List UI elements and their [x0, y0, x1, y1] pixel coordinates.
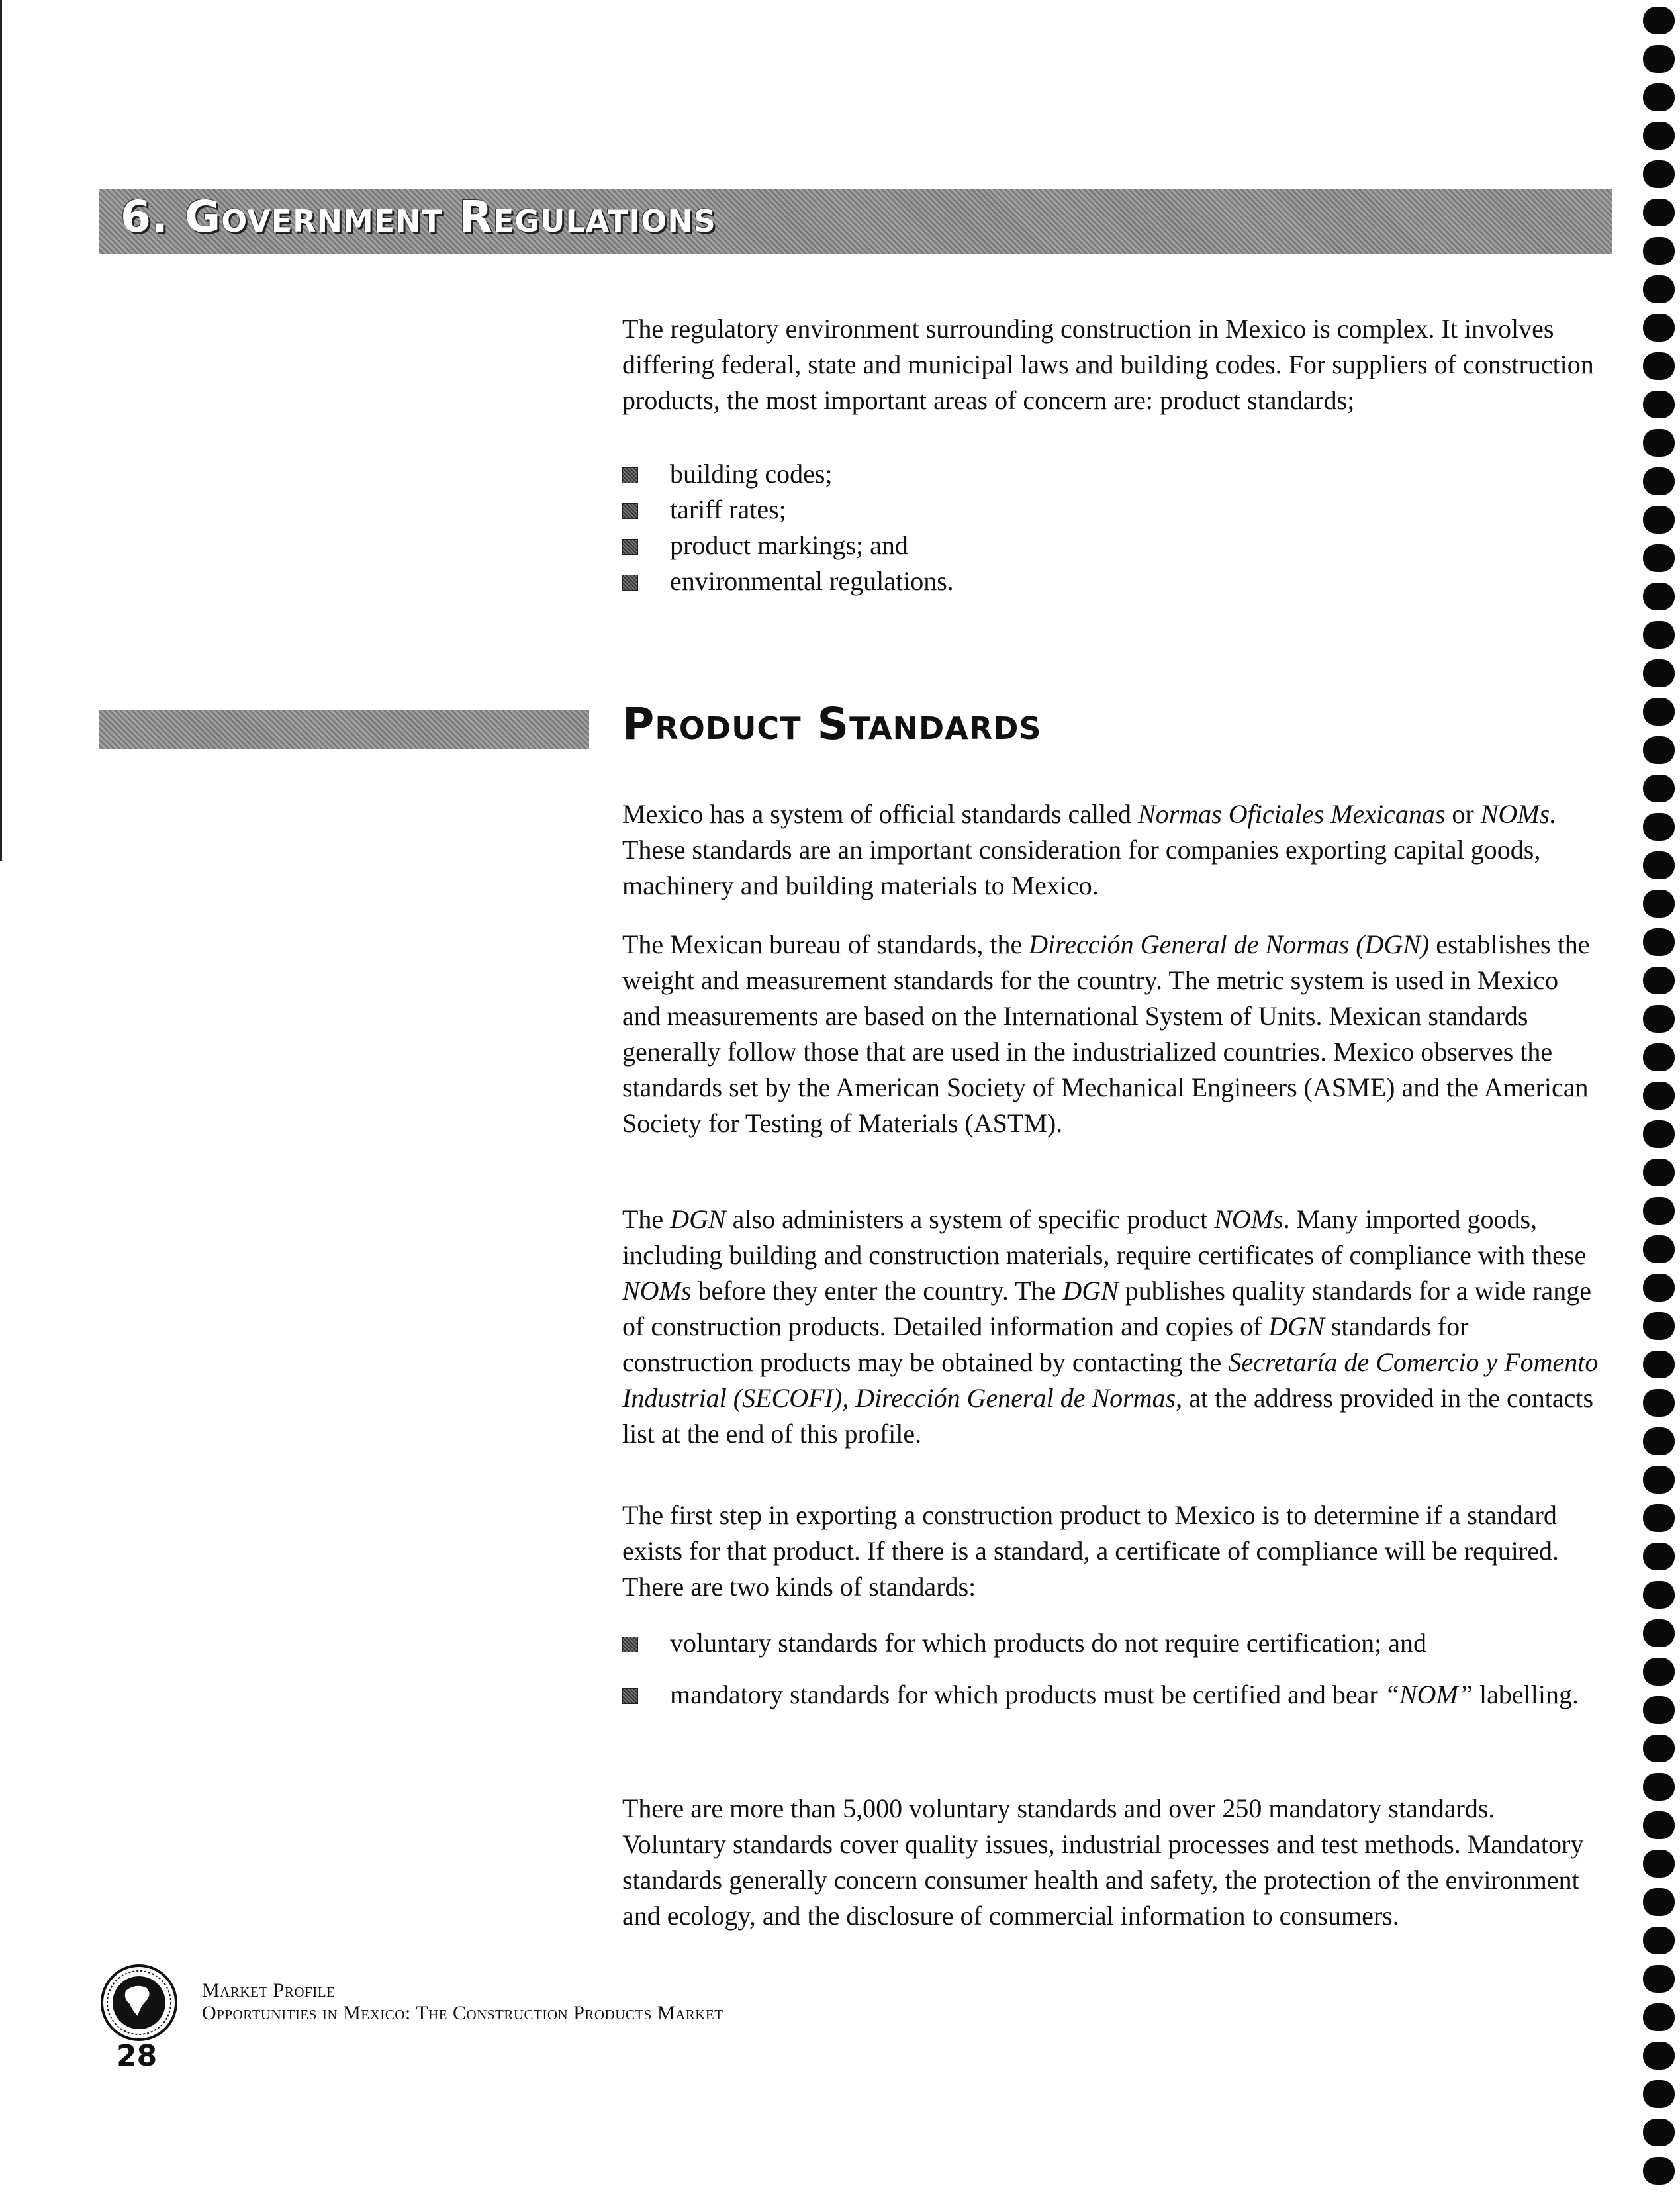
binding-hole	[1643, 659, 1675, 687]
binding-hole	[1643, 544, 1675, 572]
binding-hole	[1643, 1543, 1675, 1570]
page-number: 28	[117, 2039, 158, 2073]
standards-bullet-list	[622, 1625, 1602, 1713]
binding-hole	[1643, 1965, 1675, 1993]
binding-hole	[1643, 621, 1675, 649]
binding-hole	[1643, 1504, 1675, 1532]
standards-paragraph-2: The Mexican bureau of standards, the Dirección General de Normas (DGN) establishes the weight and measurement standards for the country. The metric system is used in Mexico and measurements are based on the International System of Units. Mexican standards generally follow those that are used in the industrialized countries. Mexico observes the standards set by the American Society of Mechanical Engineers (ASME) and the American Society for Testing of Materials (ASTM).	[622, 930, 1590, 1138]
binding-hole	[1643, 352, 1675, 380]
binding-hole	[1643, 1312, 1675, 1340]
list-item: building codes;	[622, 456, 1602, 492]
binding-hole	[1643, 122, 1675, 150]
binding-hole	[1643, 506, 1675, 534]
binding-hole	[1643, 2042, 1675, 2070]
square-bullet-icon	[622, 539, 638, 555]
binding-hole	[1643, 1043, 1675, 1071]
binding-hole	[1643, 1658, 1675, 1686]
binding-hole	[1643, 199, 1675, 226]
north-america-globe-seal-icon	[99, 1963, 179, 2042]
binding-hole	[1643, 467, 1675, 495]
section-title: 6. Government Regulations	[120, 191, 716, 242]
binding-hole	[1643, 736, 1675, 764]
binding-hole	[1643, 1235, 1675, 1263]
binding-hole	[1643, 1811, 1675, 1839]
section-banner	[99, 189, 1612, 254]
binding-hole	[1643, 160, 1675, 188]
binding-hole	[1643, 851, 1675, 879]
binding-hole	[1643, 775, 1675, 802]
binding-hole	[1643, 1005, 1675, 1033]
binding-hole	[1643, 1197, 1675, 1225]
binding-hole	[1643, 813, 1675, 841]
product-standards-heading: Product Standards	[622, 698, 1042, 749]
footer-publication-title: Opportunities in Mexico: The Construction Products Market	[202, 2002, 723, 2024]
binding-hole	[1643, 1427, 1675, 1455]
footer-publication-type: Market Profile	[202, 1980, 336, 2001]
square-bullet-icon	[622, 575, 638, 591]
binding-hole	[1643, 7, 1675, 34]
left-margin-rule	[0, 0, 2, 861]
subsection-banner	[99, 710, 589, 749]
standards-paragraph-3: The DGN also administers a system of specific product NOMs. Many imported goods, including building and construction materials, require certificates of compliance with these NOMs before they enter the country. The DGN publishes quality standards for a wide range of construction products. Detailed information and copies of DGN standards for construction products may be obtained by contacting the Secretaría de Comercio y Fomento Industrial (SECOFI), Dirección General de Normas, at the address provided in the contacts list at the end of this profile.	[622, 1204, 1599, 1449]
binding-hole	[1643, 890, 1675, 918]
standards-paragraph-4: The first step in exporting a construction product to Mexico is to determine if a standard exists for that product. If there is a standard, a certificate of compliance will be required. There are two kinds of standards:	[622, 1500, 1559, 1601]
binding-hole	[1643, 1120, 1675, 1148]
binding-hole	[1643, 1466, 1675, 1494]
square-bullet-icon	[622, 1637, 638, 1652]
intro-paragraph: The regulatory environment surrounding construction in Mexico is complex. It involves differing federal, state and municipal laws and building codes. For suppliers of construction products, the most important areas of concern are: product standards;	[622, 314, 1594, 415]
binding-hole	[1643, 1773, 1675, 1801]
binding-hole	[1643, 1888, 1675, 1916]
list-item: voluntary standards for which products do not require certification; and	[622, 1625, 1602, 1661]
list-item: environmental regulations.	[622, 563, 1602, 599]
binding-hole	[1643, 391, 1675, 418]
binding-hole	[1643, 1696, 1675, 1724]
binding-hole	[1643, 1082, 1675, 1110]
binding-hole	[1643, 1159, 1675, 1186]
standards-paragraph-5: There are more than 5,000 voluntary standards and over 250 mandatory standards. Voluntary standards cover quality issues, industrial processes and test methods. Mandatory standards generally concern consumer health and safety, the protection of the environment and ecology, and the disclosure of commercial information to consumers.	[622, 1793, 1584, 1931]
binding-hole	[1643, 928, 1675, 956]
square-bullet-icon	[622, 467, 638, 483]
binding-hole	[1643, 83, 1675, 111]
binding-hole	[1643, 1927, 1675, 1954]
binding-hole	[1643, 1581, 1675, 1609]
spiral-binding-holes	[1640, 0, 1680, 2196]
binding-hole	[1643, 583, 1675, 610]
binding-hole	[1643, 1619, 1675, 1647]
binding-hole	[1643, 45, 1675, 73]
binding-hole	[1643, 314, 1675, 342]
list-item: mandatory standards for which products must be certified and bear “NOM” labelling.	[622, 1677, 1602, 1713]
binding-hole	[1643, 698, 1675, 726]
binding-hole	[1643, 1850, 1675, 1878]
list-item: tariff rates;	[622, 492, 1602, 528]
binding-hole	[1643, 237, 1675, 265]
binding-hole	[1643, 2157, 1675, 2185]
binding-hole	[1643, 1351, 1675, 1378]
binding-hole	[1643, 1274, 1675, 1302]
intro-bullet-list	[622, 456, 1602, 599]
list-item: product markings; and	[622, 528, 1602, 563]
binding-hole	[1643, 1389, 1675, 1417]
binding-hole	[1643, 967, 1675, 994]
binding-hole	[1643, 1735, 1675, 1762]
binding-hole	[1643, 2003, 1675, 2031]
binding-hole	[1643, 275, 1675, 303]
square-bullet-icon	[622, 1688, 638, 1704]
binding-hole	[1643, 2119, 1675, 2146]
binding-hole	[1643, 2080, 1675, 2108]
square-bullet-icon	[622, 503, 638, 519]
standards-paragraph-1: Mexico has a system of official standards called Normas Oficiales Mexicanas or NOMs. These standards are an important consideration for companies exporting capital goods, machinery and building materials to Mexico.	[622, 799, 1557, 900]
binding-hole	[1643, 429, 1675, 457]
